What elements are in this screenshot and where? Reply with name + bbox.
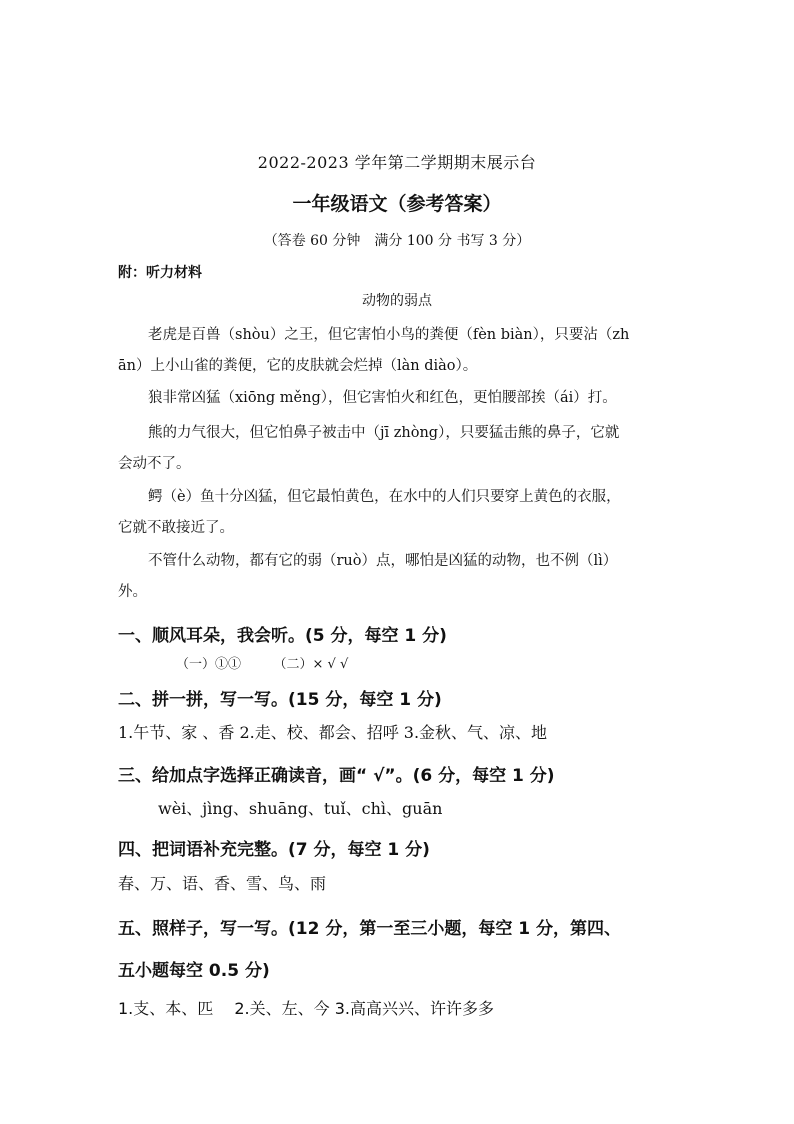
section-5-heading-continued: 五小题每空 0.5 分) — [118, 961, 270, 981]
section-2-heading: 二、拼一拼，写一写。(15 分，每空 1 分) — [118, 690, 442, 710]
story-paragraph-line: 狼非常凶猛（xiōng měng），但它害怕火和红色，更怕腰部挨（ái）打。 — [148, 390, 617, 406]
story-paragraph-line: 会动不了。 — [118, 456, 191, 472]
story-paragraph-line: ān）上小山雀的粪便，它的皮肤就会烂掉（làn diào）。 — [118, 358, 478, 374]
section-1-heading: 一、顺风耳朵，我会听。(5 分，每空 1 分) — [118, 626, 447, 646]
appendix-label: 附：听力材料 — [118, 265, 202, 281]
section-5-heading: 五、照样子，写一写。(12 分，第一至三小题，每空 1 分，第四、 — [118, 919, 622, 939]
story-paragraph-line: 老虎是百兽（shòu）之王，但它害怕小鸟的粪便（fèn biàn），只要沾（zh — [148, 327, 630, 343]
story-paragraph-line: 不管什么动物，都有它的弱（ruò）点，哪怕是凶猛的动物，也不例（lì） — [148, 553, 618, 569]
exam-info: （答卷 60 分钟 满分 100 分 书写 3 分） — [263, 233, 531, 249]
story-paragraph-line: 鳄（è）鱼十分凶猛，但它最怕黄色，在水中的人们只要穿上黄色的衣服， — [148, 489, 621, 505]
section-4-heading: 四、把词语补充完整。(7 分，每空 1 分) — [118, 840, 430, 860]
section-3-answer: wèi、jìng、shuāng、tuǐ、chì、guān — [158, 799, 443, 818]
story-paragraph-line: 外。 — [118, 584, 147, 600]
story-paragraph-line: 熊的力气很大，但它怕鼻子被击中（jī zhòng），只要猛击熊的鼻子，它就 — [148, 425, 620, 441]
page-title: 一年级语文（参考答案） — [292, 193, 502, 215]
section-3-heading: 三、给加点字选择正确读音，画“ √”。(6 分，每空 1 分) — [118, 766, 555, 786]
section-1-answer: （一）①① （二）× √ √ — [176, 657, 349, 672]
section-5-answer: 1.支、本、匹 2.关、左、今 3.高高兴兴、许许多多 — [118, 999, 494, 1018]
section-2-answer: 1.午节、家 、香 2.走、校、都会、招呼 3.金秋、气、凉、地 — [118, 723, 548, 742]
story-paragraph-line: 它就不敢接近了。 — [118, 520, 234, 536]
section-4-answer: 春、万、语、香、雪、鸟、雨 — [118, 874, 327, 893]
story-title: 动物的弱点 — [362, 293, 432, 309]
school-year-title: 2022-2023 学年第二学期期末展示台 — [257, 153, 537, 172]
